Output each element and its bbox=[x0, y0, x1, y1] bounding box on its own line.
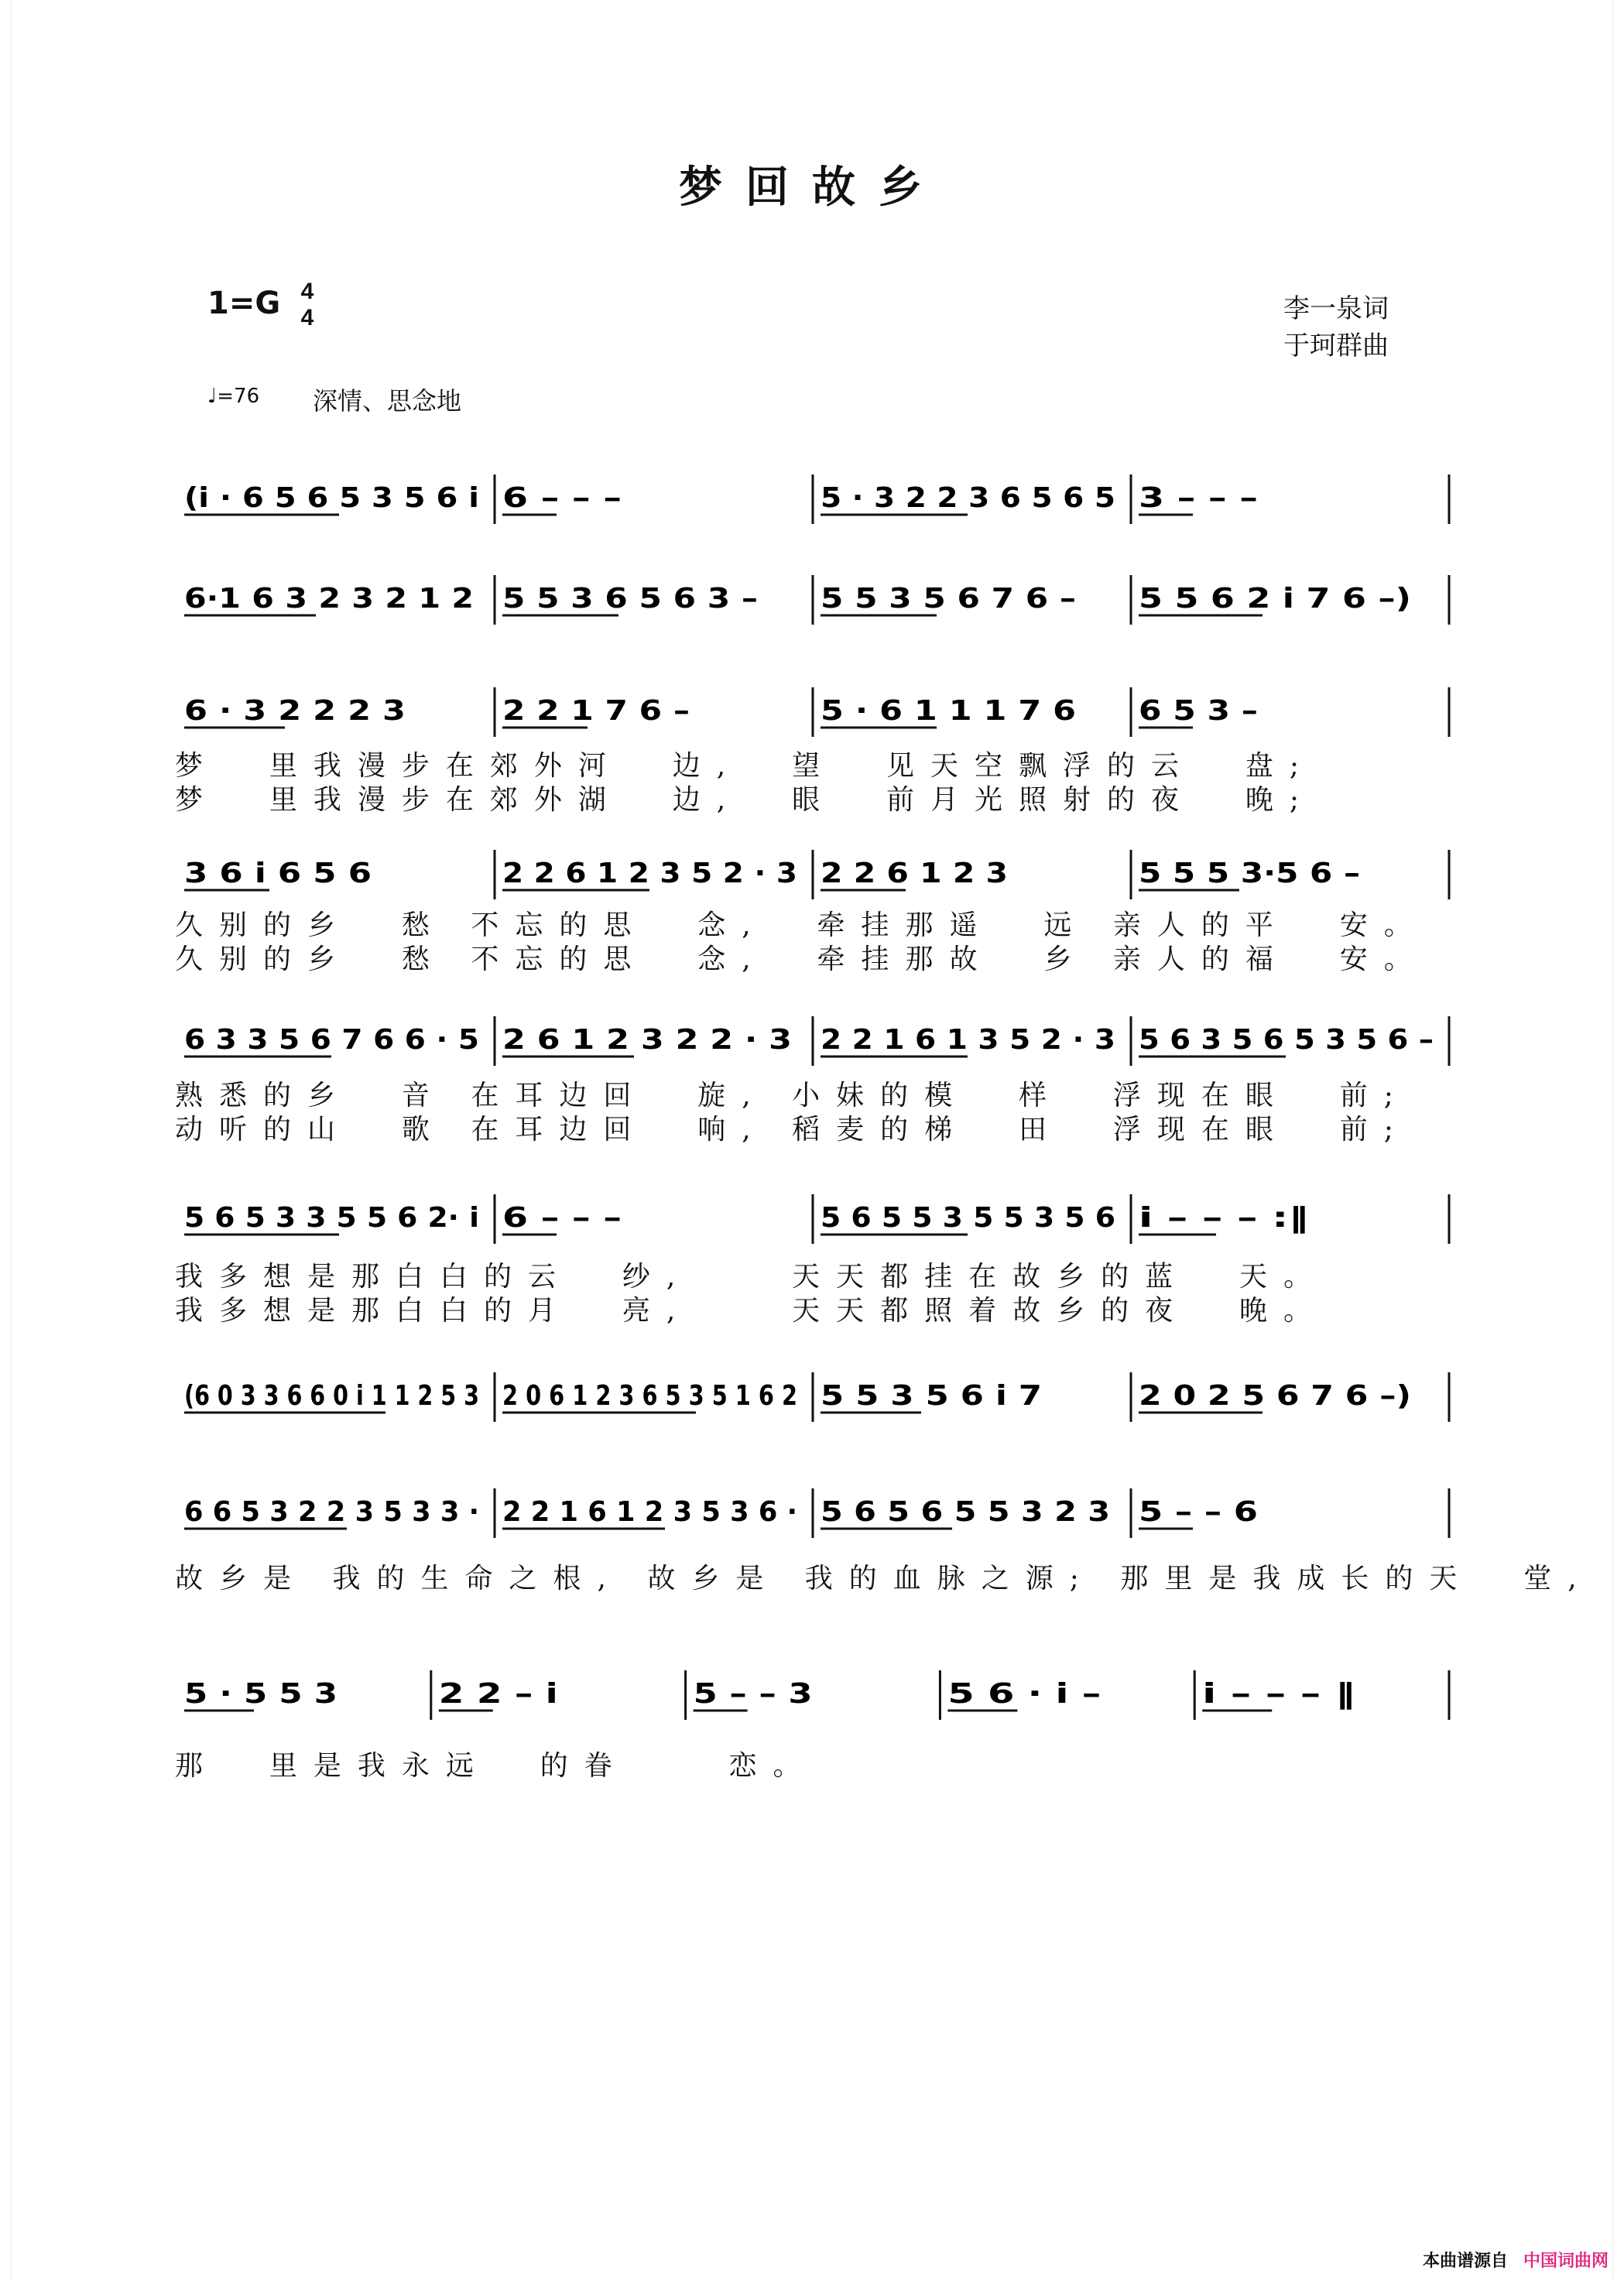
measure-notes: 5 – – 3 bbox=[693, 1678, 813, 1710]
measure-notes: 2 2 1 7 6 – bbox=[502, 695, 690, 727]
lyrics-system-3 bbox=[175, 749, 1429, 817]
measure-notes: 5 5 6 2 i 7 6 –) bbox=[1139, 583, 1411, 615]
lyric-line: 梦 里我漫步在郊外湖 边, 眼 前月光照射的夜 晚; bbox=[175, 784, 1316, 816]
measure-notes: 6 5 3 – bbox=[1139, 695, 1258, 727]
footer-site-link[interactable]: 中国词曲网 bbox=[1523, 2252, 1609, 2271]
measure-notes: 3 6 i 6 5 6 bbox=[184, 858, 372, 889]
lyrics-system-5 bbox=[175, 1079, 1429, 1147]
lyric-line: 故乡是 我的生命之根, 故乡是 我的血脉之源; 那里是我成长的天 堂, bbox=[175, 1563, 1593, 1594]
measure-notes: 2 2 – i bbox=[438, 1678, 558, 1710]
measure-notes: 6 · 3 2 2 2 3 bbox=[184, 695, 406, 727]
expression-mark: 深情、思念地 bbox=[313, 386, 462, 416]
lyric-line: 久别的乡 愁 不忘的思 念, 牵挂那遥 远 亲人的平 安。 bbox=[175, 909, 1428, 941]
measure-notes: 3 – – – bbox=[1139, 482, 1258, 514]
measure-notes: 5 5 3 5 6 i 7 bbox=[821, 1380, 1042, 1412]
lyric-line: 我多想是那白白的月 亮, 天天都照着故乡的夜 晚。 bbox=[175, 1295, 1328, 1327]
key-signature: 1=G bbox=[207, 286, 281, 321]
measure-notes: 5 · 5 5 3 bbox=[184, 1678, 337, 1710]
measure-notes: 5 6 5 6 5 5 3 2 3 bbox=[821, 1496, 1110, 1528]
measure-notes: i – – – :‖ bbox=[1139, 1202, 1309, 1234]
song-title: 梦回故乡 bbox=[679, 162, 945, 213]
measure-notes: 5 5 3 5 6 7 6 – bbox=[821, 583, 1076, 615]
measure-notes: 5 6 5 5 3 5 5 3 5 6 bbox=[821, 1202, 1115, 1234]
tempo-mark: ♩=76 bbox=[207, 385, 260, 408]
lyricist: 李一泉词 bbox=[1283, 293, 1389, 324]
time-signature: 4 4 bbox=[300, 279, 314, 331]
measure-notes: (i · 6 5 6 5 3 5 6 i bbox=[184, 482, 479, 514]
lyrics-system-4 bbox=[175, 909, 1429, 977]
lyric-line: 我多想是那白白的云 纱, 天天都挂在故乡的蓝 天。 bbox=[175, 1261, 1328, 1293]
measure-notes: 6 3 3 5 6 7 6 6 · 5 bbox=[184, 1024, 479, 1056]
lyrics-system-6 bbox=[175, 1260, 1429, 1328]
measure-notes: 5 5 3 6 5 6 3 – bbox=[502, 583, 758, 615]
measure-notes: 5 · 6 1 1 1 7 6 bbox=[821, 695, 1076, 727]
measure-notes: i – – – ‖ bbox=[1202, 1678, 1356, 1710]
measure-notes: 2 0 6 1 2 3 6 5 3 5 1 6 2 bbox=[502, 1380, 797, 1412]
lyric-line: 熟悉的乡 音 在耳边回 旋, 小妹的模 样 浮现在眼 前; bbox=[175, 1080, 1410, 1111]
lyric-line: 久别的乡 愁 不忘的思 念, 牵挂那故 乡 亲人的福 安。 bbox=[175, 944, 1428, 975]
measure-notes: 2 0 2 5 6 7 6 –) bbox=[1139, 1380, 1411, 1412]
lyric-line: 动听的山 歌 在耳边回 响, 稻麦的梯 田 浮现在眼 前; bbox=[175, 1114, 1410, 1146]
measure-notes: 5 5 5 3·5 6 – bbox=[1139, 858, 1360, 889]
lyrics-system-9 bbox=[175, 1749, 1429, 1783]
lyric-line: 那 里是我永远 的眷 恋。 bbox=[175, 1750, 817, 1782]
measure-notes: 2 6 1 2 3 2 2 · 3 bbox=[502, 1024, 792, 1056]
measure-notes: (6 0 3 3 6 6 0 i 1 1 2 5 3 bbox=[184, 1380, 479, 1412]
measure-notes: 6 – – – bbox=[502, 1202, 622, 1234]
measure-notes: 5 6 3 5 6 5 3 5 6 – bbox=[1139, 1024, 1434, 1056]
measure-notes: 5 – – 6 bbox=[1139, 1496, 1258, 1528]
measure-notes: 2 2 1 6 1 3 5 2 · 3 bbox=[821, 1024, 1115, 1056]
measure-notes: 5 6 5 3 3 5 5 6 2· i bbox=[184, 1202, 479, 1234]
measure-notes: 5 6 · i – bbox=[947, 1678, 1102, 1710]
measure-notes: 6 – – – bbox=[502, 482, 622, 514]
footer-source-label: 本曲谱源自 bbox=[1423, 2252, 1509, 2271]
measure-notes: 2 2 6 1 2 3 bbox=[821, 858, 1008, 889]
lyrics-system-8 bbox=[175, 1562, 1593, 1596]
measure-notes: 6·1 6 3 2 3 2 1 2 bbox=[184, 583, 474, 615]
measure-notes: 5 · 3 2 2 3 6 5 6 5 bbox=[821, 482, 1115, 514]
measure-notes: 2 2 6 1 2 3 5 2 · 3 bbox=[502, 858, 797, 889]
measure-notes: 2 2 1 6 1 2 3 5 3 6 · bbox=[502, 1496, 797, 1528]
composer: 于珂群曲 bbox=[1283, 331, 1389, 361]
measure-notes: 6 6 5 3 2 2 3 5 3 3 · bbox=[184, 1496, 479, 1528]
lyric-line: 梦 里我漫步在郊外河 边, 望 见天空飘浮的云 盘; bbox=[175, 750, 1316, 782]
